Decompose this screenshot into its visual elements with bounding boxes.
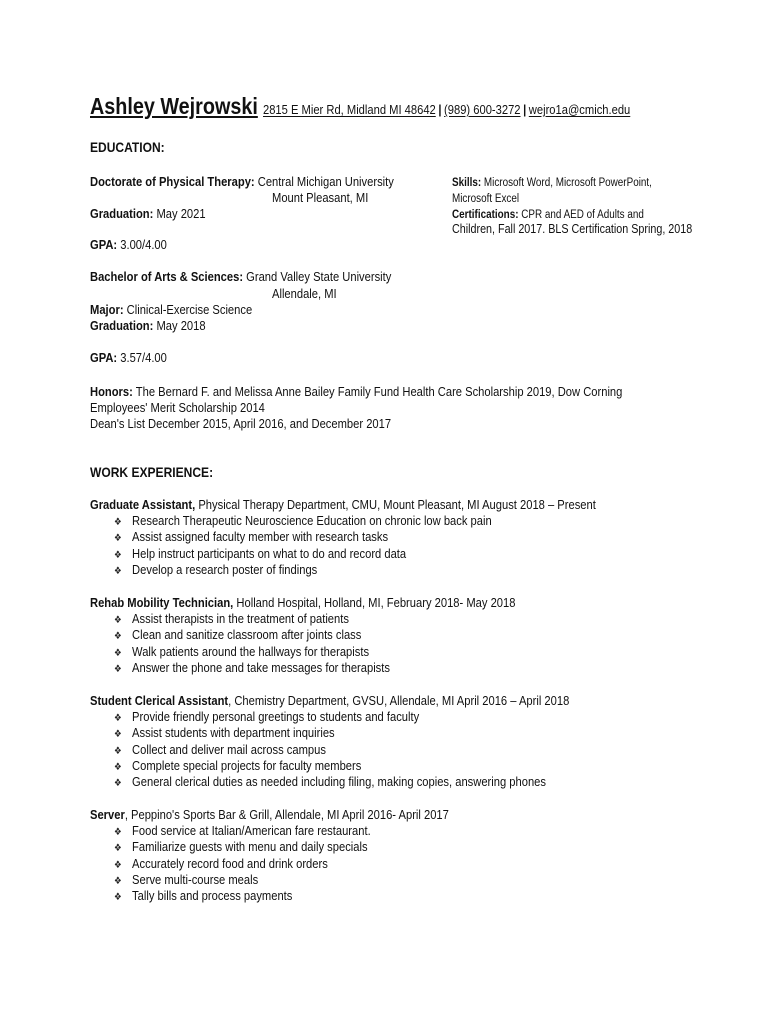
bullet-icon: ❖ [114, 517, 122, 528]
honors-label: Honors: [90, 384, 133, 399]
bullet-icon: ❖ [114, 615, 122, 626]
email-link[interactable]: wejro1a@cmich.edu [528, 102, 631, 117]
bachelor-school: Grand Valley State University [246, 269, 392, 284]
list-item [114, 562, 492, 578]
duty-text: Serve multi-course meals [132, 871, 259, 887]
honors-line-2: Employees' Merit Scholarship 2014 [90, 400, 265, 415]
skills-text: Microsoft Word, Microsoft PowerPoint, [483, 177, 652, 189]
skills-line-2: Microsoft Excel [452, 193, 520, 205]
bullet-icon: ❖ [114, 875, 122, 887]
honors-text: The Bernard F. and Melissa Anne Bailey Family Fund Health Care Scholarship 2019, Dow Corning [135, 384, 623, 399]
major-line [90, 302, 252, 318]
deans-list: Dean's List December 2015, April 2016, and December 2017 [90, 416, 392, 431]
bullet-icon: ❖ [114, 892, 122, 904]
bachelor-gpa: 3.57/4.00 [120, 350, 167, 365]
bullet-icon: ❖ [114, 761, 122, 773]
list-item [114, 546, 492, 562]
bachelor-location: Allendale, MI [272, 286, 337, 301]
honors-line [90, 384, 622, 400]
bullet-icon: ❖ [114, 549, 122, 561]
duty-text: Provide friendly personal greetings to students and faculty [132, 709, 420, 724]
major-label: Major: [90, 302, 124, 317]
phone: (989) 600-3272 [444, 102, 521, 117]
job-details: Physical Therapy Department, CMU, Mount Pleasant, MI August 2018 – Present [198, 497, 596, 512]
certifications-label: Certifications: [452, 209, 519, 221]
list-item [114, 627, 390, 643]
bullet-icon: ❖ [114, 859, 122, 871]
job-title-line [90, 807, 449, 823]
bachelor-graduation: May 2018 [156, 318, 206, 333]
bullet-icon: ❖ [114, 843, 122, 855]
bullet-icon: ❖ [114, 647, 122, 659]
bachelor-graduation-line [90, 318, 206, 334]
duty-text: Answer the phone and take messages for therapists [132, 659, 390, 675]
job-title: Student Clerical Assistant [90, 693, 229, 708]
list-item [114, 611, 390, 627]
skills-label: Skills: [452, 177, 482, 189]
job-duties-list [114, 823, 371, 904]
duty-text: General clerical duties as needed including filing, making copies, answering phones [132, 774, 546, 790]
list-item [114, 529, 492, 545]
list-item [114, 774, 546, 790]
dpt-graduation-label: Graduation: [90, 206, 154, 221]
duty-text: Walk patients around the hallways for therapists [132, 643, 370, 659]
job-details: , Peppino's Sports Bar & Grill, Allendale, MI April 2016- April 2017 [124, 807, 449, 822]
resume-header [90, 93, 630, 120]
list-item [114, 823, 371, 839]
separator: | [523, 102, 527, 117]
duty-text: Help instruct participants on what to do and record data [132, 545, 407, 561]
bachelor-graduation-label: Graduation: [90, 318, 154, 333]
duty-text: Develop a research poster of findings [132, 561, 318, 577]
job-title-line [90, 497, 596, 513]
bullet-icon: ❖ [114, 729, 122, 741]
list-item [114, 856, 371, 872]
job-details: , Chemistry Department, GVSU, Allendale, MI April 2016 – April 2018 [228, 693, 570, 708]
dpt-gpa-line [90, 237, 167, 253]
list-item [114, 872, 371, 888]
bullet-icon: ❖ [114, 565, 122, 577]
list-item [114, 742, 546, 758]
job-details: Holland Hospital, Holland, MI, February 2018- May 2018 [236, 595, 516, 610]
job-title: Rehab Mobility Technician, [90, 595, 234, 610]
duty-text: Accurately record food and drink orders [132, 855, 328, 871]
list-item [114, 644, 390, 660]
dpt-degree-line [90, 174, 394, 190]
dpt-location: Mount Pleasant, MI [272, 190, 369, 205]
bullet-icon: ❖ [114, 713, 122, 724]
bullet-icon: ❖ [114, 533, 122, 545]
bachelor-gpa-label: GPA: [90, 350, 118, 365]
duty-text: Assist students with department inquiries [132, 725, 335, 741]
duty-text: Research Therapeutic Neuroscience Education on chronic low back pain [132, 513, 492, 528]
job-duties-list [114, 611, 390, 676]
job-title-line [90, 595, 515, 611]
list-item [114, 709, 546, 725]
list-item [114, 513, 492, 529]
job-title: Graduate Assistant, [90, 497, 196, 512]
major: Clinical-Exercise Science [126, 302, 253, 317]
skills-line [452, 175, 652, 191]
dpt-gpa: 3.00/4.00 [120, 237, 167, 252]
bachelor-degree-label: Bachelor of Arts & Sciences: [90, 269, 244, 284]
duty-text: Collect and deliver mail across campus [132, 741, 326, 757]
list-item [114, 725, 546, 741]
job-duties-list [114, 709, 546, 790]
duty-text: Food service at Italian/American fare restaurant. [132, 823, 371, 838]
duty-text: Assist assigned faculty member with research tasks [132, 529, 389, 545]
dpt-graduation: May 2021 [156, 206, 206, 221]
list-item [114, 758, 546, 774]
bullet-icon: ❖ [114, 745, 122, 757]
list-item [114, 839, 371, 855]
list-item [114, 660, 390, 676]
separator: | [438, 102, 442, 117]
bachelor-degree-line [90, 269, 391, 285]
duty-text: Clean and sanitize classroom after joints class [132, 627, 362, 643]
candidate-name: Ashley Wejrowski [90, 93, 258, 119]
certifications-line-2: Children, Fall 2017. BLS Certification Spring, 2018 [452, 222, 693, 236]
job-title: Server [90, 807, 125, 822]
certifications-text: CPR and AED of Adults and [521, 209, 644, 221]
list-item [114, 888, 371, 904]
dpt-gpa-label: GPA: [90, 237, 118, 252]
work-experience-heading: WORK EXPERIENCE: [90, 464, 214, 480]
bullet-icon: ❖ [114, 631, 122, 643]
bachelor-gpa-line [90, 350, 167, 366]
duty-text: Tally bills and process payments [132, 888, 293, 904]
duty-text: Complete special projects for faculty members [132, 757, 362, 773]
dpt-graduation-line [90, 206, 206, 222]
job-title-line [90, 693, 569, 709]
duty-text: Familiarize guests with menu and daily specials [132, 839, 368, 855]
dpt-degree-label: Doctorate of Physical Therapy: [90, 174, 255, 189]
address: 2815 E Mier Rd, Midland MI 48642 [262, 102, 436, 117]
bullet-icon: ❖ [114, 663, 122, 675]
education-heading: EDUCATION: [90, 139, 165, 155]
bullet-icon: ❖ [114, 778, 122, 790]
dpt-school: Central Michigan University [257, 174, 394, 189]
job-duties-list [114, 513, 492, 578]
bullet-icon: ❖ [114, 827, 122, 838]
duty-text: Assist therapists in the treatment of patients [132, 611, 349, 626]
